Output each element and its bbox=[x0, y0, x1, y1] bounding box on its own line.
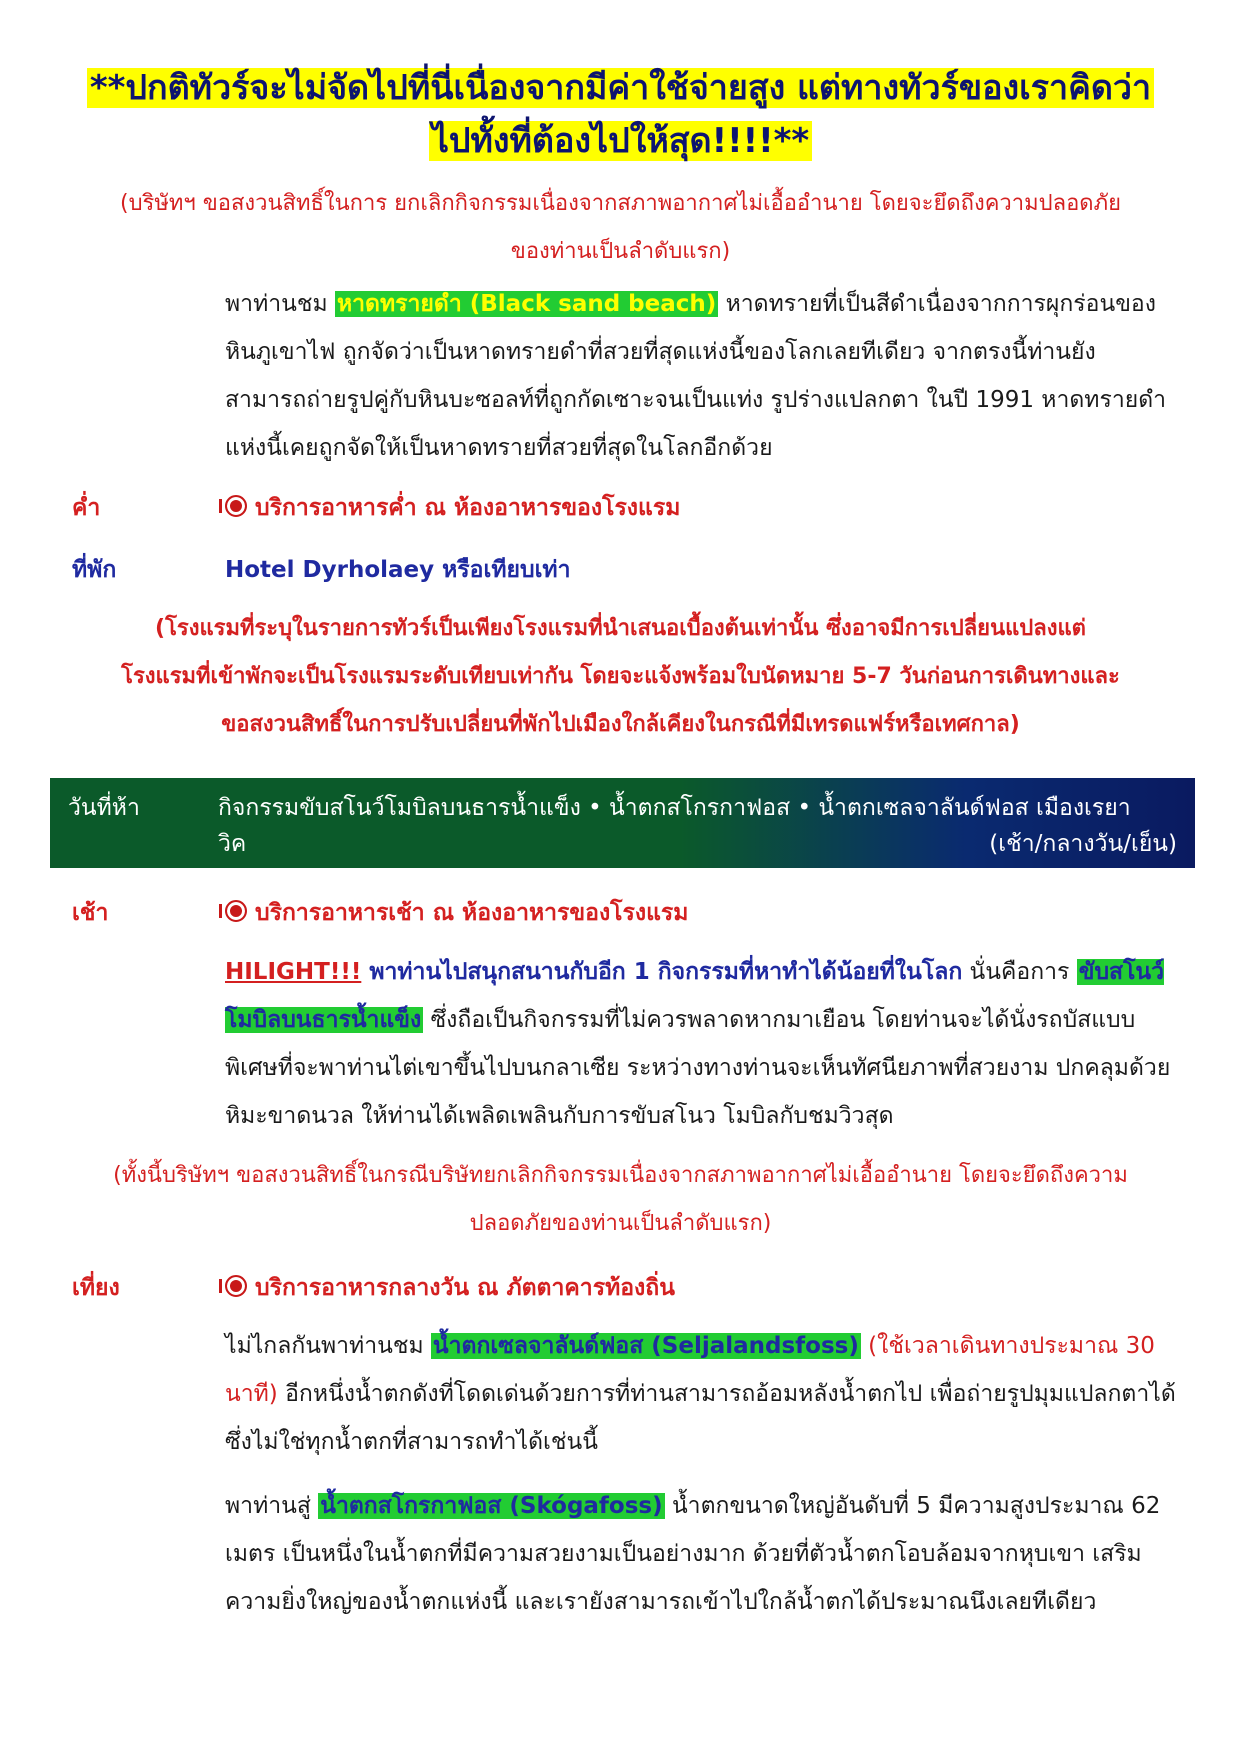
meal-plate-icon bbox=[225, 900, 247, 922]
day5-title-line1: กิจกรรมขับสโนว์โมบิลบนธารน้ำแข็ง • น้ำตกสโกรกาฟอส • น้ำตกเซลจาลันด์ฟอส เมืองเรยา bbox=[218, 795, 1131, 821]
skogafoss-text: น้ำตกขนาดใหญ่อันดับที่ 5 มีความสูงประมาณ 62 เมตร เป็นหนึ่งในน้ำตกที่มีความสวยงามเป็นอย่างมาก ด้วยที่ตัวน้ำตกโอบล้อมจากหุบเขา เสริมความยิ่งใหญ่ของน้ำตกแห่งนี้ และเรายังสามารถเข้าไปใกล้น้ำตกได้ประมาณนึงเลยทีเดียว bbox=[225, 1493, 1161, 1615]
hotel-notice-line2: โรงแรมที่เข้าพักจะเป็นโรงแรมระดับเทียบเท่ากัน โดยจะแจ้งพร้อมใบนัดหมาย 5-7 วันก่อนการเดินทางและ bbox=[121, 664, 1120, 689]
activity-notice-line1: (ทั้งนี้บริษัทฯ ขอสงวนสิทธิ์ในกรณีบริษัทยกเลิกกิจกรรมเนื่องจากสภาพอากาศไม่เอื้ออำนาย โดยจะยึดถึงความ bbox=[113, 1163, 1128, 1188]
lunch-item bbox=[225, 1270, 675, 1306]
hotel-text: Hotel Dyrholaey หรือเทียบเท่า bbox=[225, 557, 571, 583]
skogafoss-intro: พาท่านสู่ bbox=[225, 1493, 319, 1519]
hotel-label: ที่พัก bbox=[72, 557, 117, 583]
hotel-notice-line3: ขอสงวนสิทธิ์ในการปรับเปลี่ยนที่พักไปเมืองใกล้เคียงในกรณีที่มีเทรดแฟร์หรือเทศกาล) bbox=[221, 712, 1020, 737]
hilight-tag: HILIGHT!!! bbox=[225, 959, 362, 985]
hotel-notice-line1: (โรงแรมที่ระบุในรายการทัวร์เป็นเพียงโรงแรมที่นำเสนอเบื้องต้นเท่านั้น ซึ่งอาจมีการเปลี่ยนแปลงแต่ bbox=[155, 616, 1086, 641]
headline-line1: **ปกติทัวร์จะไม่จัดไปที่นี่เนื่องจากมีค่าใช้จ่ายสูง แต่ทางทัวร์ของเราคิดว่า bbox=[87, 68, 1154, 108]
black-sand-highlight: หาดทรายดำ (Black sand beach) bbox=[336, 291, 717, 317]
seljalandsfoss-intro: ไม่ไกลกันพาท่านชม bbox=[225, 1333, 431, 1359]
day5-banner bbox=[50, 778, 1195, 868]
black-sand-paragraph bbox=[225, 280, 1177, 472]
breakfast-label: เช้า bbox=[72, 900, 109, 926]
dinner-item bbox=[225, 490, 680, 526]
seljalandsfoss-highlight: น้ำตกเซลจาลันด์ฟอส (Seljalandsfoss) bbox=[432, 1333, 859, 1359]
weather-notice-line2: ของท่านเป็นลำดับแรก) bbox=[510, 239, 731, 264]
seljalandsfoss-time: (ใช้เวลาเดินทางประมาณ 30 นาที) bbox=[225, 1333, 1155, 1407]
meal-plate-icon bbox=[225, 1275, 247, 1297]
day5-title-line2: วิค bbox=[218, 831, 247, 857]
headline bbox=[40, 62, 1201, 168]
snowmobile-lead: พาท่านไปสนุกสนานกับอีก 1 กิจกรรมที่หาทำได้น้อยที่ในโลก bbox=[361, 959, 963, 985]
lunch-text: บริการอาหารกลางวัน ณ ภัตตาคารท้องถิ่น bbox=[255, 1275, 675, 1301]
seljalandsfoss-text: อีกหนึ่งน้ำตกดังที่โดดเด่นด้วยการที่ท่านสามารถอ้อมหลังน้ำตกไป เพื่อถ่ายรูปมุมแปลกตาได้ ซึ่งไม่ใช่ทุกน้ำตกที่สามารถทำได้เช่นนี้ bbox=[225, 1381, 1176, 1455]
black-sand-intro: พาท่านชม bbox=[225, 291, 335, 317]
breakfast-item bbox=[225, 895, 688, 931]
headline-line2: ไปทั้งที่ต้องไปให้สุด!!!!** bbox=[429, 121, 812, 161]
snowmobile-text: ซึ่งถือเป็นกิจกรรมที่ไม่ควรพลาดหากมาเยือน โดยท่านจะได้นั่งรถบัสแบบพิเศษที่จะพาท่านไต่เขาขึ้นไปบนกลาเซีย ระหว่างทางท่านจะเห็นทัศนียภาพที่สวยงาม ปกคลุมด้วยหิมะขาดนวล ให้ท่านได้เพลิดเพลินกับการขับสโนว โมบิลกับชมวิวสุด bbox=[225, 1007, 1171, 1129]
skogafoss-paragraph bbox=[225, 1482, 1177, 1626]
dinner-label: ค่ำ bbox=[72, 495, 101, 521]
hotel-notice bbox=[40, 605, 1201, 749]
day5-meals: (เช้า/กลางวัน/เย็น) bbox=[989, 831, 1177, 857]
weather-notice bbox=[40, 180, 1201, 276]
dinner-text: บริการอาหารค่ำ ณ ห้องอาหารของโรงแรม bbox=[255, 495, 681, 521]
activity-notice-line2: ปลอดภัยของท่านเป็นลำดับแรก) bbox=[469, 1211, 772, 1236]
lunch-label: เที่ยง bbox=[72, 1275, 120, 1301]
breakfast-text: บริการอาหารเช้า ณ ห้องอาหารของโรงแรม bbox=[255, 900, 689, 926]
snowmobile-highlight: ขับสโนว์โมบิลบนธารน้ำแข็ง bbox=[225, 959, 1165, 1033]
skogafoss-highlight: น้ำตกสโกรกาฟอส (Skógafoss) bbox=[320, 1493, 663, 1519]
meal-plate-icon bbox=[225, 495, 247, 517]
black-sand-text: หาดทรายที่เป็นสีดำเนื่องจากการผุกร่อนของหินภูเขาไฟ ถูกจัดว่าเป็นหาดทรายดำที่สวยที่สุดแห่งนี้ของโลกเลยทีเดียว จากตรงนี้ท่านยังสามารถถ่ายรูปคู่กับหินบะซอลท์ที่ถูกกัดเซาะจนเป็นแท่ง รูปร่างแปลกตา ในปี 1991 หาดทรายดำแห่งนี้เคยถูกจัดให้เป็นหาดทรายที่สวยที่สุดในโลกอีกด้วย bbox=[225, 291, 1167, 461]
day5-label: วันที่ห้า bbox=[68, 795, 140, 821]
weather-notice-line1: (บริษัทฯ ขอสงวนสิทธิ์ในการ ยกเลิกกิจกรรมเนื่องจากสภาพอากาศไม่เอื้ออำนาย โดยจะยึดถึงความปลอดภัย bbox=[120, 191, 1121, 216]
snowmobile-mid: นั่นคือการ bbox=[962, 959, 1077, 985]
activity-notice bbox=[40, 1152, 1201, 1248]
snowmobile-paragraph bbox=[225, 948, 1177, 1140]
seljalandsfoss-paragraph bbox=[225, 1322, 1177, 1466]
